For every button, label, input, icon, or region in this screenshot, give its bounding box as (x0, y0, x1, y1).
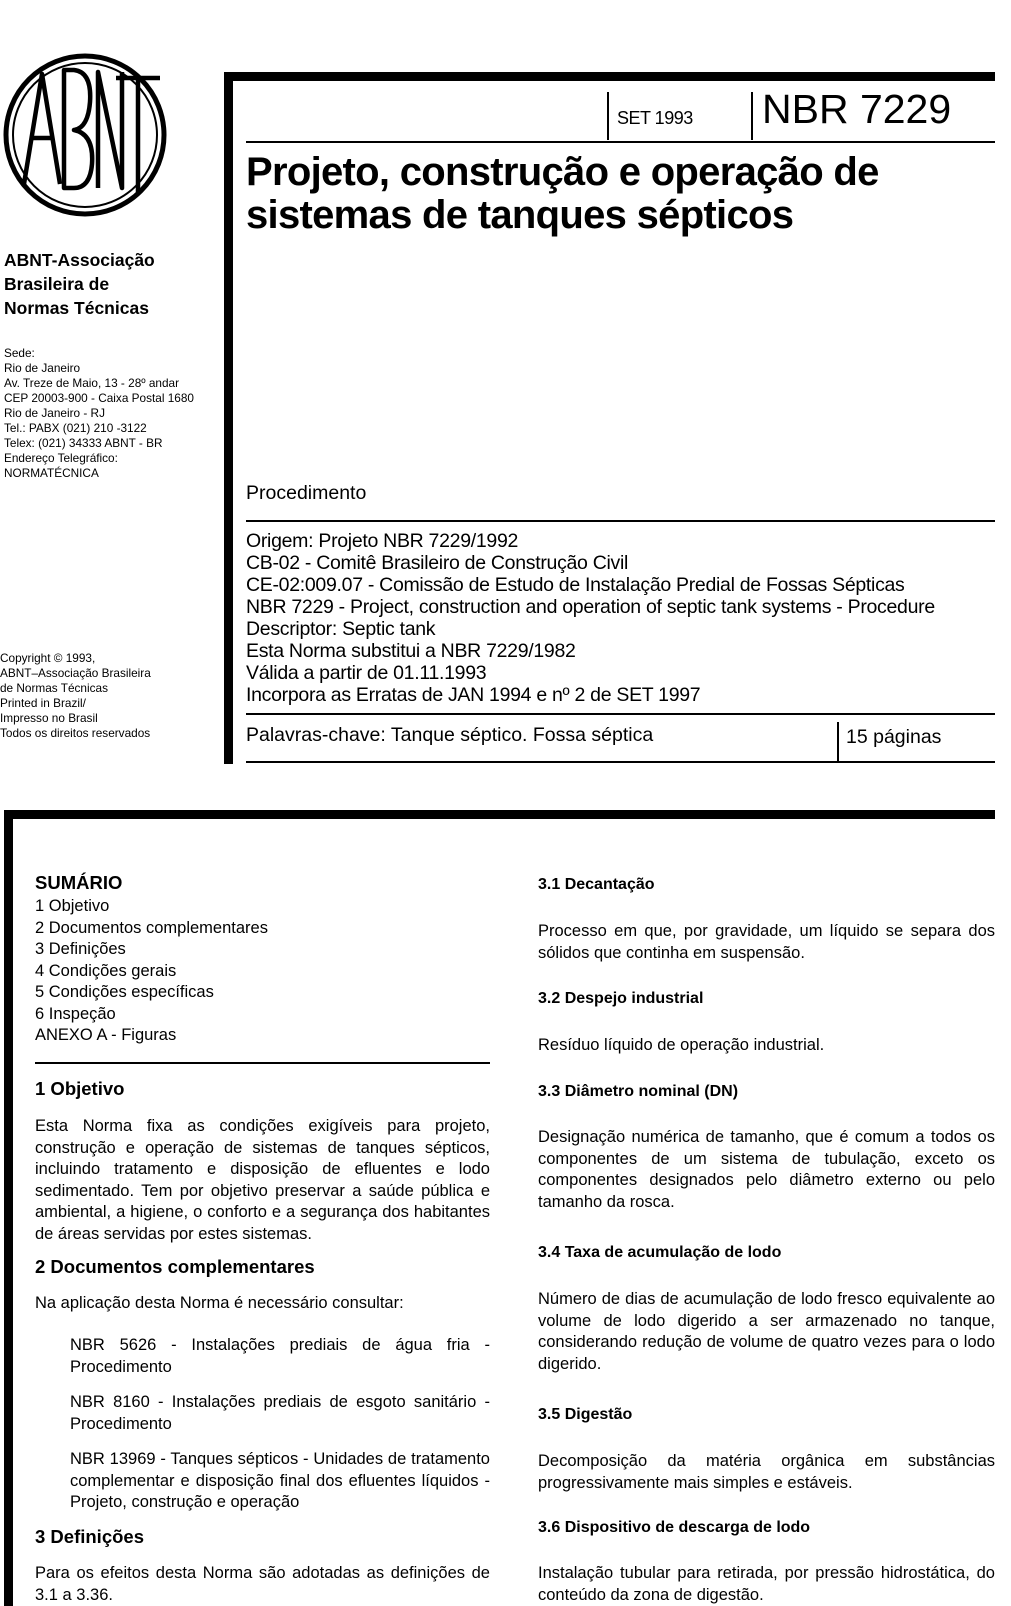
definition-heading: 3.5 Digestão (538, 1406, 633, 1423)
standard-code: NBR 7229 (762, 86, 952, 132)
address-line: Rio de Janeiro - RJ (4, 406, 105, 420)
section-paragraph: Para os efeitos desta Norma são adotadas as definições de 3.1 a 3.36. (35, 1564, 490, 1604)
divider (35, 1062, 490, 1064)
definition-heading: 3.4 Taxa de acumulação de lodo (538, 1244, 782, 1261)
copyright-line: Printed in Brazil/ (0, 696, 86, 710)
document-title (246, 151, 991, 237)
pages-separator (837, 722, 839, 762)
cover-top-bar (224, 72, 995, 81)
definition-heading: 3.6 Dispositivo de descarga de lodo (538, 1519, 811, 1536)
section-heading: 3 Definições (35, 1526, 144, 1547)
header-rule (246, 141, 995, 143)
definition-text: Número de dias de acumulação de lodo fresco equivalente ao volume de lodo digerido a ser armazenado no tanque, considerando redução de volume de quatro vezes para o lodo digerido. (538, 1290, 995, 1373)
info-line: Válida a partir de 01.11.1993 (246, 662, 487, 684)
definition-heading: 3.2 Despejo industrial (538, 990, 704, 1007)
address-line: Telex: (021) 34333 ABNT - BR (4, 436, 163, 450)
info-line: NBR 7229 - Project, construction and operation of septic tank systems - Procedure (246, 596, 935, 618)
summary-title: SUMÁRIO (35, 872, 123, 893)
info-line: Esta Norma substitui a NBR 7229/1982 (246, 640, 576, 662)
reference-item: NBR 13969 - Tanques sépticos - Unidades de tratamento complementar e disposição final dos efluentes líquidos - Projeto, construção e operação (70, 1450, 490, 1511)
page-vertical-bar (4, 810, 13, 1606)
document-type: Procedimento (246, 482, 367, 504)
definition-text: Instalação tubular para retirada, por pressão hidrostática, do conteúdo da zona de digestão. (538, 1564, 995, 1604)
page-count: 15 páginas (846, 726, 942, 748)
address-line: NORMATÉCNICA (4, 466, 99, 480)
divider (246, 520, 995, 522)
info-line: Origem: Projeto NBR 7229/1992 (246, 530, 519, 552)
copyright-line: de Normas Técnicas (0, 681, 108, 695)
summary-item: ANEXO A - Figuras (35, 1026, 177, 1044)
abnt-logo-graphic (2, 52, 168, 218)
abnt-logo (2, 52, 168, 218)
address-line: Endereço Telegráfico: (4, 451, 118, 465)
summary-item: 1 Objetivo (35, 897, 110, 915)
date-separator (607, 92, 609, 140)
copyright-line: Copyright © 1993, (0, 651, 96, 665)
summary-item: 4 Condições gerais (35, 961, 177, 980)
copyright-notice (0, 651, 151, 741)
address-line: Rio de Janeiro (4, 361, 81, 375)
summary-item: 2 Documentos complementares (35, 918, 268, 937)
info-line: CB-02 - Comitê Brasileiro de Construção Civil (246, 552, 629, 574)
cover-vertical-bar (224, 72, 233, 764)
definition-heading: 3.1 Decantação (538, 876, 655, 893)
summary-item: 6 Inspeção (35, 1004, 116, 1023)
address-line: Av. Treze de Maio, 13 - 28º andar (4, 376, 180, 390)
code-separator (751, 92, 753, 140)
definition-text: Designação numérica de tamanho, que é comum a todos os componentes de um sistema de tubulação, exceto os componentes designados pelo diâmetro externo ou pelo tamanho da rosca. (538, 1128, 995, 1211)
organization-address (4, 346, 194, 481)
organization-name-line: ABNT-Associação (4, 250, 155, 270)
section-paragraph: Esta Norma fixa as condições exigíveis para projeto, construção e operação de sistemas de tanques sépticos, incluindo tratamento e disposição de efluentes e lodo sedimentado. Tem por objetivo preservar a saúde pública e ambiental, a higiene, o conforto e a segurança dos habitantes de áreas servidas por estes sistemas. (35, 1117, 490, 1243)
address-line: CEP 20003-900 - Caixa Postal 1680 (4, 391, 194, 405)
definition-text: Decomposição da matéria orgânica em substâncias progressivamente mais simples e estáveis. (538, 1452, 995, 1492)
reference-item: NBR 8160 - Instalações prediais de esgoto sanitário - Procedimento (70, 1393, 490, 1433)
copyright-line: Impresso no Brasil (0, 711, 98, 725)
document-title-line: sistemas de tanques sépticos (246, 193, 794, 237)
summary-item: 3 Definições (35, 940, 126, 958)
organization-name-line: Brasileira de (4, 274, 110, 294)
reference-item: NBR 5626 - Instalações prediais de água fria - Procedimento (70, 1336, 490, 1376)
organization-name (4, 248, 155, 320)
publication-date: SET 1993 (617, 108, 693, 128)
organization-name-line: Normas Técnicas (4, 298, 149, 318)
info-line: Descriptor: Septic tank (246, 618, 436, 640)
document-title-line: Projeto, construção e operação de (246, 150, 879, 194)
copyright-line: ABNT–Associação Brasileira (0, 666, 151, 680)
definition-heading: 3.3 Diâmetro nominal (DN) (538, 1083, 739, 1100)
info-line: CE-02:009.07 - Comissão de Estudo de Instalação Predial de Fossas Sépticas (246, 574, 905, 596)
definition-text: Processo em que, por gravidade, um líquido se separa dos sólidos que continha em suspensão. (538, 922, 995, 962)
divider (246, 761, 995, 763)
divider (246, 713, 995, 715)
copyright-line: Todos os direitos reservados (0, 726, 151, 740)
page-top-bar (4, 810, 995, 819)
document-info (246, 530, 991, 706)
address-line: Sede: (4, 346, 35, 360)
section-paragraph: Na aplicação desta Norma é necessário consultar: (35, 1294, 404, 1312)
address-line: Tel.: PABX (021) 210 -3122 (4, 421, 147, 435)
summary-item: 5 Condições específicas (35, 983, 214, 1001)
section-heading: 2 Documentos complementares (35, 1256, 315, 1277)
keywords: Palavras-chave: Tanque séptico. Fossa séptica (246, 724, 654, 746)
definition-text: Resíduo líquido de operação industrial. (538, 1036, 825, 1054)
summary-list (35, 896, 490, 1047)
info-line: Incorpora as Erratas de JAN 1994 e nº 2 de SET 1997 (246, 684, 701, 706)
section-heading: 1 Objetivo (35, 1078, 125, 1099)
